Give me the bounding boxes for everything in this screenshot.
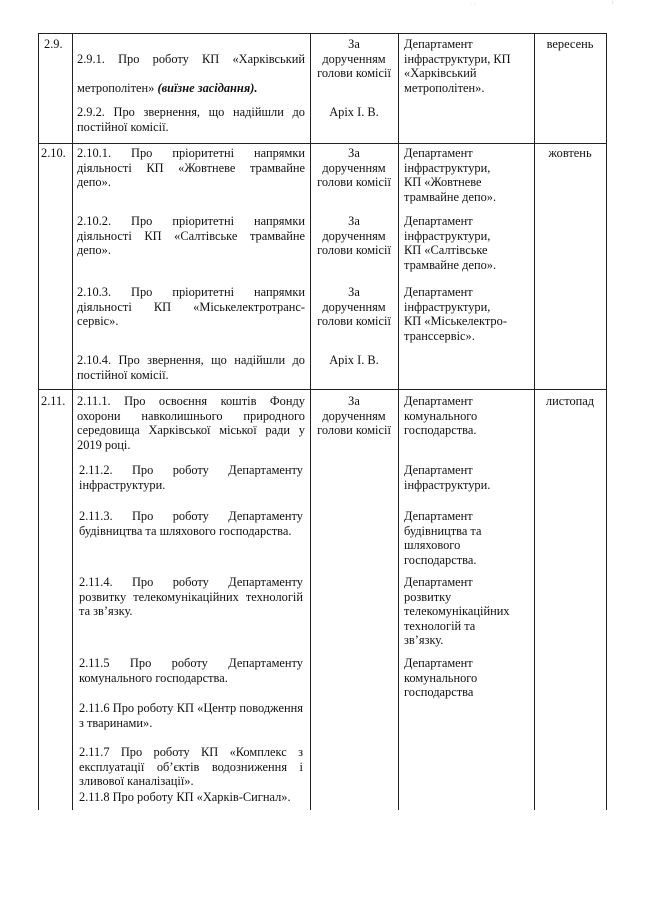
scan-specks: ⁞ (612, 0, 614, 6)
month-cell: жовтень (548, 146, 592, 160)
topic-emphasis: (виїзне засідання). (157, 80, 258, 95)
executor-cell: Департамент комунального господарства (404, 656, 478, 699)
column-divider (534, 33, 535, 810)
executor-cell: Департамент розвитку телекомунікаційних технологій та зв’язку. (404, 575, 510, 647)
row-number: 2.9. (44, 37, 63, 51)
responsible-cell: За дорученням голови комісії (317, 214, 391, 257)
column-divider (72, 33, 73, 810)
responsible-cell: За дорученням голови комісії (317, 285, 391, 328)
topic-text: метрополітен» (77, 80, 158, 95)
responsible-cell: За дорученням голови комісії (317, 146, 391, 189)
table-border-left (38, 33, 39, 810)
scan-specks: · · (470, 2, 476, 8)
agenda-item-topic: 2.10.3. Про пріоритетні напрямки діяльності КП «Міськелектротранс-сервіс». (77, 285, 305, 328)
agenda-item-topic: 2.10.1. Про пріоритетні напрямки діяльності КП «Жовтневе трамвайне депо». (77, 146, 305, 189)
month-cell: листопад (545, 394, 595, 408)
responsible-cell: Аріх І. В. (329, 105, 379, 119)
responsible-cell: За дорученням голови комісії (317, 37, 391, 80)
agenda-item-topic: 2.11.3. Про роботу Департаменту будівництва та шляхового господарства. (79, 509, 303, 538)
column-divider (398, 33, 399, 810)
executor-cell: Департамент інфраструктури, КП «Харківський метрополітен». (404, 37, 511, 95)
row-divider (38, 389, 607, 390)
row-number: 2.11. (41, 394, 66, 408)
responsible-cell: Аріх І. В. (329, 353, 379, 367)
agenda-item-topic: 2.11.8 Про роботу КП «Харків-Сигнал». (79, 790, 291, 804)
topic-line: 2.9.1. Про роботу КП «Харківський (77, 51, 305, 66)
row-number: 2.10. (41, 146, 66, 160)
table-border-top (38, 33, 607, 34)
agenda-item-topic: 2.10.4. Про звернення, що надійшли до постійної комісії. (77, 353, 305, 382)
executor-cell: Департамент інфраструктури, КП «Салтівське трамвайне депо». (404, 214, 497, 272)
executor-cell: Департамент комунального господарства. (404, 394, 478, 437)
agenda-item-topic: 2.11.7 Про роботу КП «Комплекс з експлуатації об’єктів водозниження і зливової каналізації». (79, 745, 303, 788)
topic-line (77, 81, 305, 96)
row-divider (38, 143, 607, 144)
table-border-right (606, 33, 607, 810)
responsible-cell: За дорученням голови комісії (317, 394, 391, 437)
agenda-item-topic: 2.11.5 Про роботу Департаменту комунального господарства. (79, 656, 303, 685)
month-cell: вересень (546, 37, 594, 51)
executor-cell: Департамент будівництва та шляхового господарства. (404, 509, 482, 567)
agenda-item-topic (77, 37, 305, 110)
agenda-item-topic: 2.10.2. Про пріоритетні напрямки діяльності КП «Салтівське трамвайне депо». (77, 214, 305, 257)
executor-cell: Департамент інфраструктури, КП «Міськелектро- транссервіс». (404, 285, 507, 343)
agenda-item-topic: 2.9.2. Про звернення, що надійшли до постійної комісії. (77, 105, 305, 134)
executor-cell: Департамент інфраструктури. (404, 463, 491, 492)
agenda-item-topic: 2.11.2. Про роботу Департаменту інфраструктури. (79, 463, 303, 492)
agenda-item-topic: 2.11.1. Про освоєння коштів Фонду охорони навколишнього природного середовища Харківської міської ради у 2019 році. (77, 394, 305, 452)
agenda-item-topic: 2.11.4. Про роботу Департаменту розвитку телекомунікаційних технологій та зв’язку. (79, 575, 303, 618)
agenda-item-topic: 2.11.6 Про роботу КП «Центр поводження з тваринами». (79, 701, 303, 730)
executor-cell: Департамент інфраструктури, КП «Жовтневе трамвайне депо». (404, 146, 497, 204)
